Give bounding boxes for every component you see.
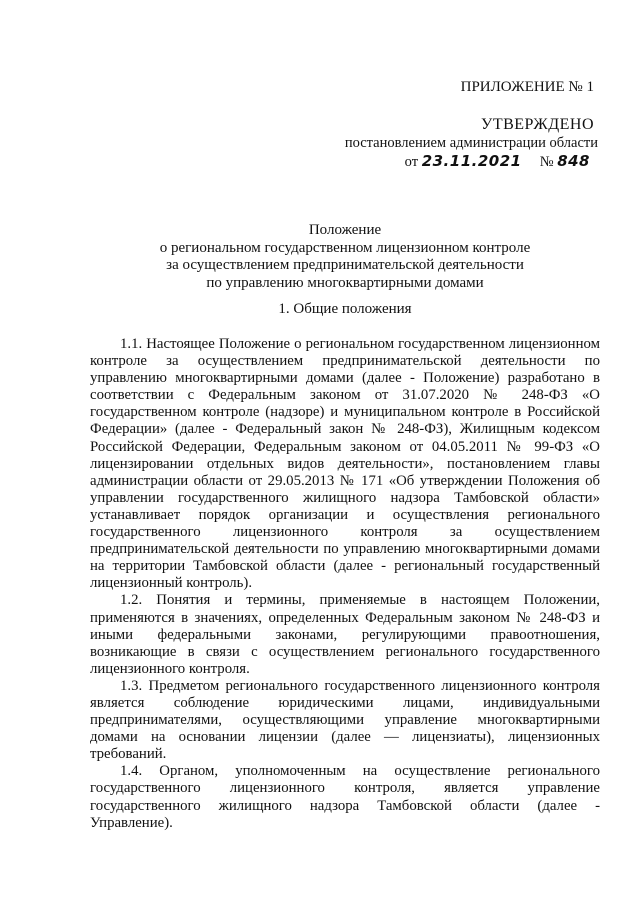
- paragraph-1-1: 1.1. Настоящее Положение о региональном государственном лицензионном контроле за осуществлением предпринимательской деятельности по управлению многоквартирными домами (далее - Положение) разработано в соответствии с Федеральным законом от 31.07.2020 № 248-ФЗ «О государственном контроле (надзоре) и муниципальном контроле в Российской Федерации» (далее - Федеральный закон № 248-ФЗ), Жилищным кодексом Российской Федерации, Федеральным законом от 04.05.2011 № 99-ФЗ «О лицензировании отдельных видов деятельности», постановлением главы администрации области от 29.05.2013 № 171 «Об утверждении Положения об управлении государственного жилищного надзора Тамбовской области» устанавливает порядок организации и осуществления регионального государственного лицензионного контроля за осуществлением предпринимательской деятельности по управлению многоквартирными домами на территории Тамбовской области (далее - региональный государственный лицензионный контроль).: [90, 336, 600, 592]
- decree-label: постановлением администрации области: [344, 135, 598, 151]
- document-body: [90, 336, 600, 832]
- title-line-4: по управлению многоквартирными домами: [206, 274, 484, 291]
- title-line-1: Положение: [308, 222, 382, 238]
- approval-block: [345, 78, 598, 171]
- date-prefix: от: [404, 154, 419, 170]
- title-line-2: о региональном государственном лицензионном контроле: [159, 239, 531, 256]
- paragraph-1-4: 1.4. Органом, уполномоченным на осуществление регионального государственного лицензионного контроля, является управление государственного жилищного надзора Тамбовской области (далее - Управление).: [90, 763, 600, 831]
- title-line-3: за осуществлением предпринимательской деятельности: [166, 257, 524, 273]
- appendix-label: ПРИЛОЖЕНИЕ № 1: [460, 79, 594, 95]
- approved-label: УТВЕРЖДЕНО: [480, 116, 594, 133]
- paragraph-1-3: 1.3. Предметом регионального государственного лицензионного контроля является соблюдение юридическими лицами, индивидуальными предпринимателями, осуществляющими управление многоквартирными домами на основании лицензии (далее — лицензиаты), лицензионных требований.: [90, 677, 600, 763]
- date-number-line: [345, 152, 598, 171]
- document-title: [90, 222, 600, 292]
- section-heading: 1. Общие положения: [278, 301, 412, 317]
- handwritten-date: 23.11.2021: [421, 152, 522, 170]
- number-prefix: №: [539, 154, 554, 170]
- handwritten-number: 848: [557, 152, 590, 170]
- paragraph-1-2: 1.2. Понятия и термины, применяемые в настоящем Положении, применяются в значениях, определенных Федеральным законом № 248-ФЗ и иными федеральными законами, регулирующими правоотношения, возникающие в связи с осуществлением регионального государственного лицензионного контроля.: [90, 592, 600, 677]
